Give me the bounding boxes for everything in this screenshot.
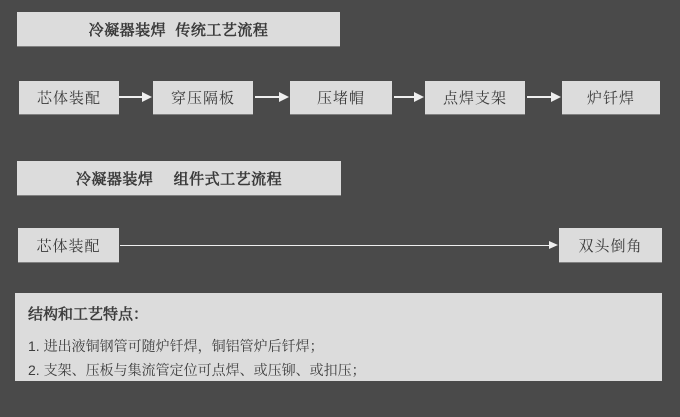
step-press-partition: 穿压隔板: [153, 81, 253, 114]
step-double-end-chamfer: 双头倒角: [559, 228, 662, 262]
step-core-assembly-modular: 芯体装配: [18, 228, 119, 262]
notes-title: 结构和工艺特点：: [28, 306, 149, 323]
notes-item-1: 1. 进出液铜钢管可随炉钎焊，铜铝管炉后钎焊；: [28, 338, 324, 354]
arrow-right-icon: [119, 96, 150, 98]
notes-item-2: 2. 支架、压板与集流管定位可点焊、或压铆、或扣压；: [28, 362, 366, 378]
arrow-right-icon: [394, 96, 422, 98]
traditional-process-title: 冷凝器装焊 传统工艺流程: [17, 12, 340, 46]
notes-panel: [15, 293, 662, 381]
arrow-right-icon: [120, 245, 556, 246]
arrow-right-icon: [527, 96, 559, 98]
step-spot-weld-bracket: 点焊支架: [425, 81, 525, 114]
step-furnace-brazing: 炉钎焊: [562, 81, 660, 114]
step-core-assembly: 芯体装配: [19, 81, 119, 114]
arrow-right-icon: [255, 96, 287, 98]
modular-process-title: 冷凝器装焊 组件式工艺流程: [17, 161, 341, 195]
step-press-cap: 压堵帽: [290, 81, 392, 114]
